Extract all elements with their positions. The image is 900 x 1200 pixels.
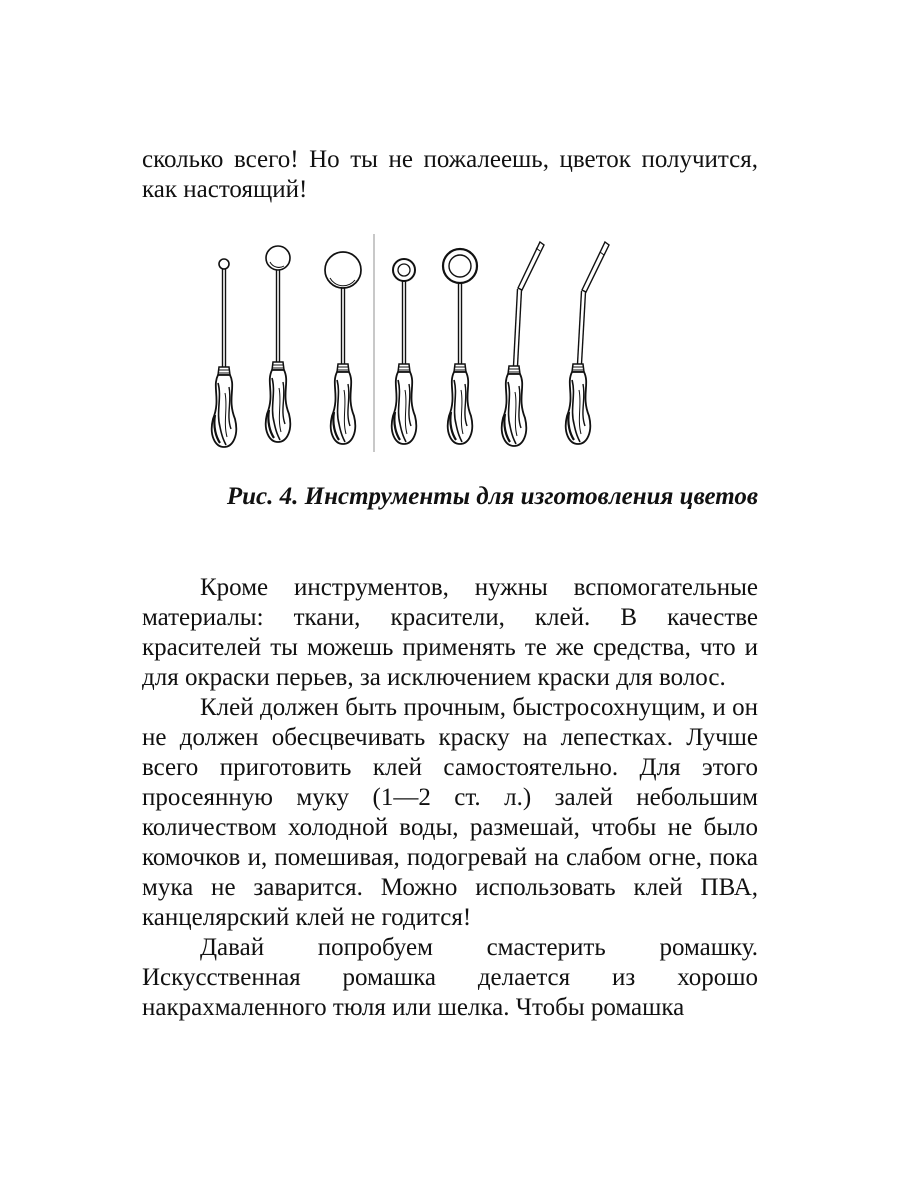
large-ring-tool-icon	[443, 249, 477, 444]
flower-tools-illustration	[200, 232, 620, 457]
paragraph: Кроме инструментов, нужны вспомогательные материалы: ткани, красители, клей. В качестве красителей ты можешь применять те же средства, что и для окраски перьев, за исключением краски для волос.	[142, 574, 758, 691]
large-ball-tool-icon	[325, 252, 361, 444]
paragraph-continuation: сколько всего! Но ты не пожалеешь, цветок получится, как настоящий!	[142, 146, 758, 203]
paragraph: Клей должен быть прочным, быстросохнущим, и он не должен обесцвечивать краску на лепестках. Лучше всего приготовить клей самостоятельно. Для этого просеянную муку (1—2 ст. л.) залей небольшим количеством холодной воды, размешай, чтобы не было комочков и, помешивая, подогревай на слабом огне, пока мука не заварится. Можно использовать клей ПВА, канцелярский клей не годится!	[142, 694, 758, 931]
medium-ball-tool-icon	[266, 246, 291, 442]
bent-knife-tool-icon	[502, 242, 544, 446]
small-ring-tool-icon	[392, 259, 417, 444]
top-text-block	[142, 145, 758, 205]
figure-caption: Рис. 4. Инструменты для изготовления цветов	[226, 483, 758, 510]
small-ball-tool-icon	[212, 259, 237, 447]
body-text-block	[142, 573, 758, 1023]
paragraph: Давай попробуем смастерить ромашку. Искусственная ромашка делается из хорошо накрахмаленного тюля или шелка. Чтобы ромашка	[142, 934, 758, 1021]
bent-knife-tool-icon	[566, 242, 609, 444]
tools-figure	[200, 232, 620, 457]
